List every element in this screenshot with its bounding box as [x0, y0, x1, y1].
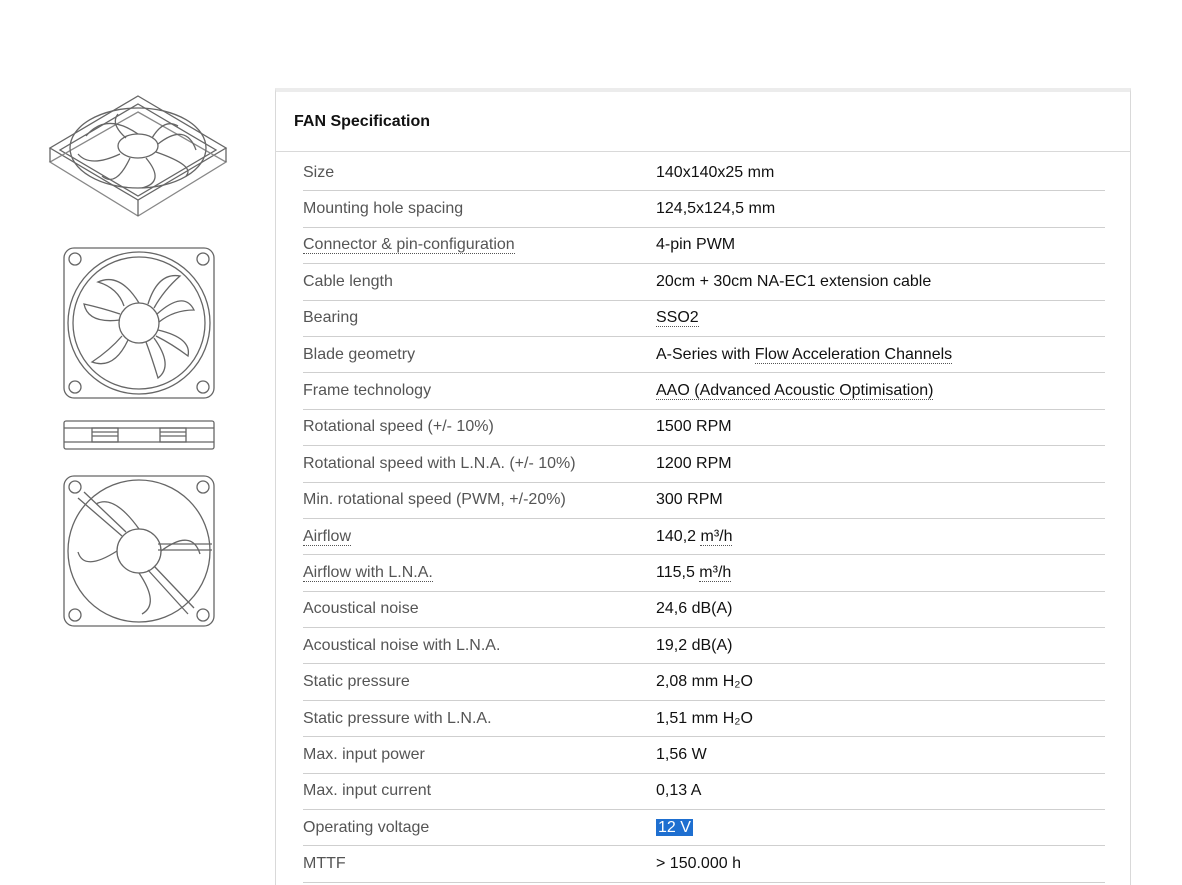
spec-row-frame-technology — [303, 373, 1105, 409]
spec-row-cable-length — [303, 264, 1105, 300]
aao-link[interactable]: AAO (Advanced Acoustic Optimisation) — [656, 382, 934, 400]
spec-label: Bearing — [303, 309, 359, 327]
spec-label-link — [303, 564, 656, 582]
spec-label: Acoustical noise — [303, 600, 419, 618]
spec-label: Operating voltage — [303, 818, 430, 836]
product-drawings — [40, 90, 240, 650]
spec-value: 1200 RPM — [656, 454, 732, 472]
spec-label: Mounting hole spacing — [303, 200, 464, 218]
spec-value-link — [656, 382, 1105, 400]
spec-value: 300 RPM — [656, 491, 723, 509]
spec-row-airflow — [303, 519, 1105, 555]
spec-value: 1,56 W — [656, 745, 707, 763]
spec-value: 19,2 dB(A) — [656, 636, 733, 654]
fan-side-icon — [62, 418, 216, 452]
fan-specification-panel — [275, 88, 1131, 885]
airflow-link[interactable]: Airflow — [303, 527, 352, 545]
spec-label: Min. rotational speed (PWM, +/-20%) — [303, 491, 566, 509]
spec-label: MTTF — [303, 855, 346, 873]
spec-label-link — [303, 236, 656, 254]
airflow-lna-link[interactable]: Airflow with L.N.A. — [303, 563, 433, 581]
fan-isometric-icon — [46, 92, 230, 220]
spec-row-rotational-speed-lna — [303, 446, 1105, 482]
spec-value: 1,51 mm H₂O — [656, 709, 753, 727]
sso2-link[interactable]: SSO2 — [656, 309, 699, 327]
spec-row-operating-voltage — [303, 810, 1105, 846]
spec-value — [656, 528, 1105, 546]
spec-row-mttf — [303, 846, 1105, 882]
panel-title: FAN Specification — [294, 112, 431, 130]
spec-value: 24,6 dB(A) — [656, 600, 733, 618]
spec-value: 2,08 mm H₂O — [656, 673, 753, 691]
value-prefix: 115,5 — [656, 563, 700, 581]
spec-label: Static pressure with L.N.A. — [303, 709, 492, 727]
spec-label: Max. input power — [303, 745, 425, 763]
spec-row-min-rotational-speed — [303, 483, 1105, 519]
unit-link[interactable]: m³/h — [699, 563, 732, 581]
fan-front-icon — [62, 246, 216, 400]
spec-value: 20cm + 30cm NA-EC1 extension cable — [656, 272, 932, 290]
spec-row-mounting-hole-spacing — [303, 191, 1105, 227]
spec-value — [656, 564, 1105, 582]
spec-row-connector — [303, 228, 1105, 264]
flow-acceleration-channels-link[interactable]: Flow Acceleration Channels — [754, 345, 953, 363]
spec-label: Rotational speed with L.N.A. (+/- 10%) — [303, 454, 576, 472]
spec-value: > 150.000 h — [656, 855, 741, 873]
spec-row-static-pressure-lna — [303, 701, 1105, 737]
spec-label: Blade geometry — [303, 345, 416, 363]
spec-row-max-input-current — [303, 774, 1105, 810]
panel-header — [276, 92, 1130, 152]
spec-row-static-pressure — [303, 664, 1105, 700]
spec-value: 4-pin PWM — [656, 236, 736, 254]
spec-row-blade-geometry — [303, 337, 1105, 373]
spec-value: 0,13 A — [656, 782, 702, 800]
spec-value-selected — [656, 819, 1105, 837]
spec-row-acoustical-noise — [303, 592, 1105, 628]
spec-row-bearing — [303, 301, 1105, 337]
spec-label: Acoustical noise with L.N.A. — [303, 636, 501, 654]
connector-link[interactable]: Connector & pin-configuration — [303, 236, 515, 254]
spec-label: Rotational speed (+/- 10%) — [303, 418, 494, 436]
spec-value-link — [656, 309, 1105, 327]
spec-label: Size — [303, 163, 335, 181]
spec-row-size — [303, 155, 1105, 191]
spec-label: Frame technology — [303, 382, 432, 400]
spec-row-rotational-speed — [303, 410, 1105, 446]
value-prefix: A-Series with — [656, 345, 755, 363]
spec-row-max-input-power — [303, 737, 1105, 773]
unit-link[interactable]: m³/h — [700, 527, 733, 545]
fan-back-icon — [62, 474, 216, 628]
spec-label: Cable length — [303, 272, 393, 290]
spec-label: Max. input current — [303, 782, 432, 800]
selected-text[interactable]: 12 V — [658, 818, 691, 836]
spec-label: Static pressure — [303, 673, 410, 691]
value-prefix: 140,2 — [656, 527, 701, 545]
spec-label-link — [303, 528, 656, 546]
spec-row-acoustical-noise-lna — [303, 628, 1105, 664]
spec-value: 124,5x124,5 mm — [656, 200, 776, 218]
spec-table — [303, 155, 1105, 883]
spec-row-airflow-lna — [303, 555, 1105, 591]
spec-value: 140x140x25 mm — [656, 163, 775, 181]
spec-value: 1500 RPM — [656, 418, 732, 436]
spec-value — [656, 346, 1105, 364]
